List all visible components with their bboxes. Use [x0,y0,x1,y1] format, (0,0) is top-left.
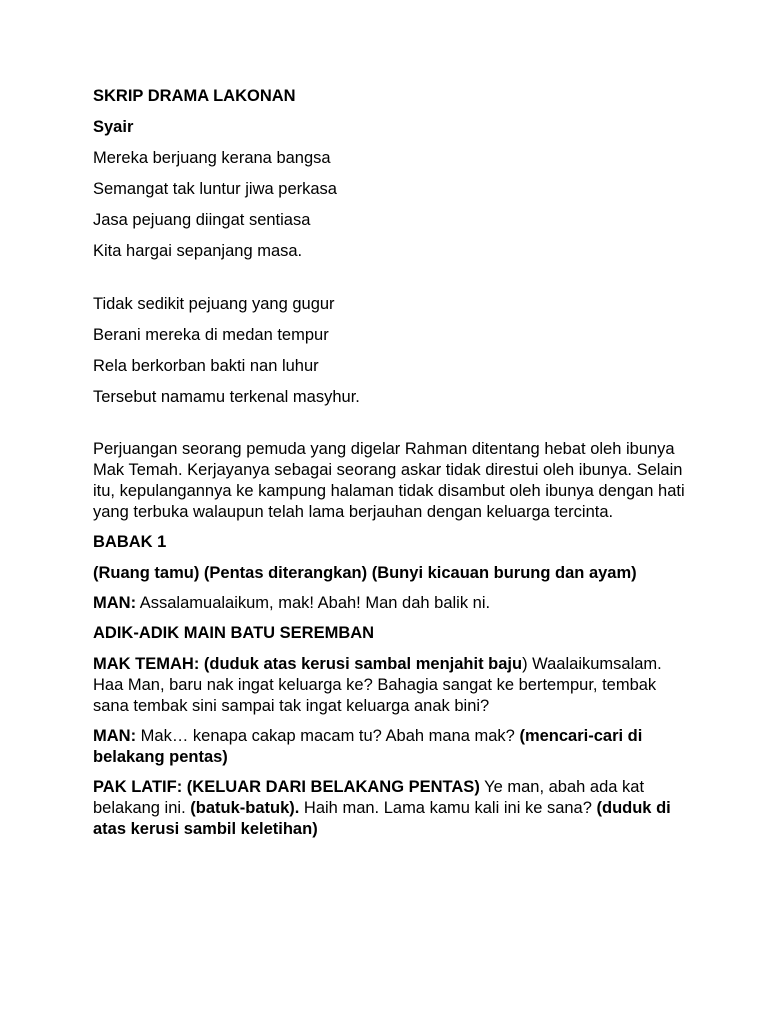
syair-heading: Syair [93,118,134,136]
babak-heading: BABAK 1 [93,533,167,551]
stanza-spacer [93,272,693,294]
dialogue-text: Ye man, abah ada kat belakang ini. [93,778,645,817]
dialogue-direction: (batuk-batuk). [190,799,300,817]
dialogue-text: Mak… kenapa cakap macam tu? Abah mana mak? [136,727,520,745]
speaker-name: MAN: [93,594,137,612]
verse-line: Kita hargai sepanjang masa. [93,242,303,260]
dialogue-text: Haih man. Lama kamu kali ini ke sana? [299,799,597,817]
document-title: SKRIP DRAMA LAKONAN [93,87,296,105]
verse-line: Jasa pejuang diingat sentiasa [93,211,311,229]
stage-direction: (Ruang tamu) (Pentas diterangkan) (Bunyi kicauan burung dan ayam) [93,564,637,582]
verse-line: Tersebut namamu terkenal masyhur. [93,388,360,406]
dialogue-text: Assalamualaikum, mak! Abah! Man dah balik ni. [136,594,491,612]
dialogue-line [93,593,693,614]
dialogue-text: ) Waalaikumsalam. Haa Man, baru nak ingat keluarga ke? Bahagia sangat ke bertempur, tembak sana tembak sini sampai tak ingat keluarga anak bini? [93,655,662,715]
verse-line: Semangat tak luntur jiwa perkasa [93,180,337,198]
verse-line: Mereka berjuang kerana bangsa [93,149,331,167]
speaker-name: PAK LATIF: (KELUAR DARI BELAKANG PENTAS) [93,778,480,796]
speaker-name: MAN: [93,727,137,745]
syair-stanza-1 [93,148,693,262]
dialogue-direction: (duduk di atas kerusi sambil keletihan) [93,799,671,838]
dialogue-line [93,777,693,840]
verse-line: Rela berkorban bakti nan luhur [93,357,319,375]
dialogue-line [93,726,693,768]
document-page [93,86,693,849]
speaker-name: MAK TEMAH: (duduk atas kerusi sambal menjahit baju [93,655,523,673]
action-line: ADIK-ADIK MAIN BATU SEREMBAN [93,624,375,642]
verse-line: Tidak sedikit pejuang yang gugur [93,295,335,313]
section-spacer [93,418,693,439]
syair-stanza-2 [93,294,693,408]
dialogue-direction: (mencari-cari di belakang pentas) [93,727,643,766]
synopsis-paragraph: Perjuangan seorang pemuda yang digelar Rahman ditentang hebat oleh ibunya Mak Temah. Kerjayanya sebagai seorang askar tidak direstui oleh ibunya. Selain itu, kepulangannya ke kampung halaman tidak disambut oleh ibunya dengan hati yang terbuka walaupun telah lama berjauhan dengan keluarga tercinta. [93,440,685,521]
dialogue-line [93,654,693,717]
verse-line: Berani mereka di medan tempur [93,326,329,344]
